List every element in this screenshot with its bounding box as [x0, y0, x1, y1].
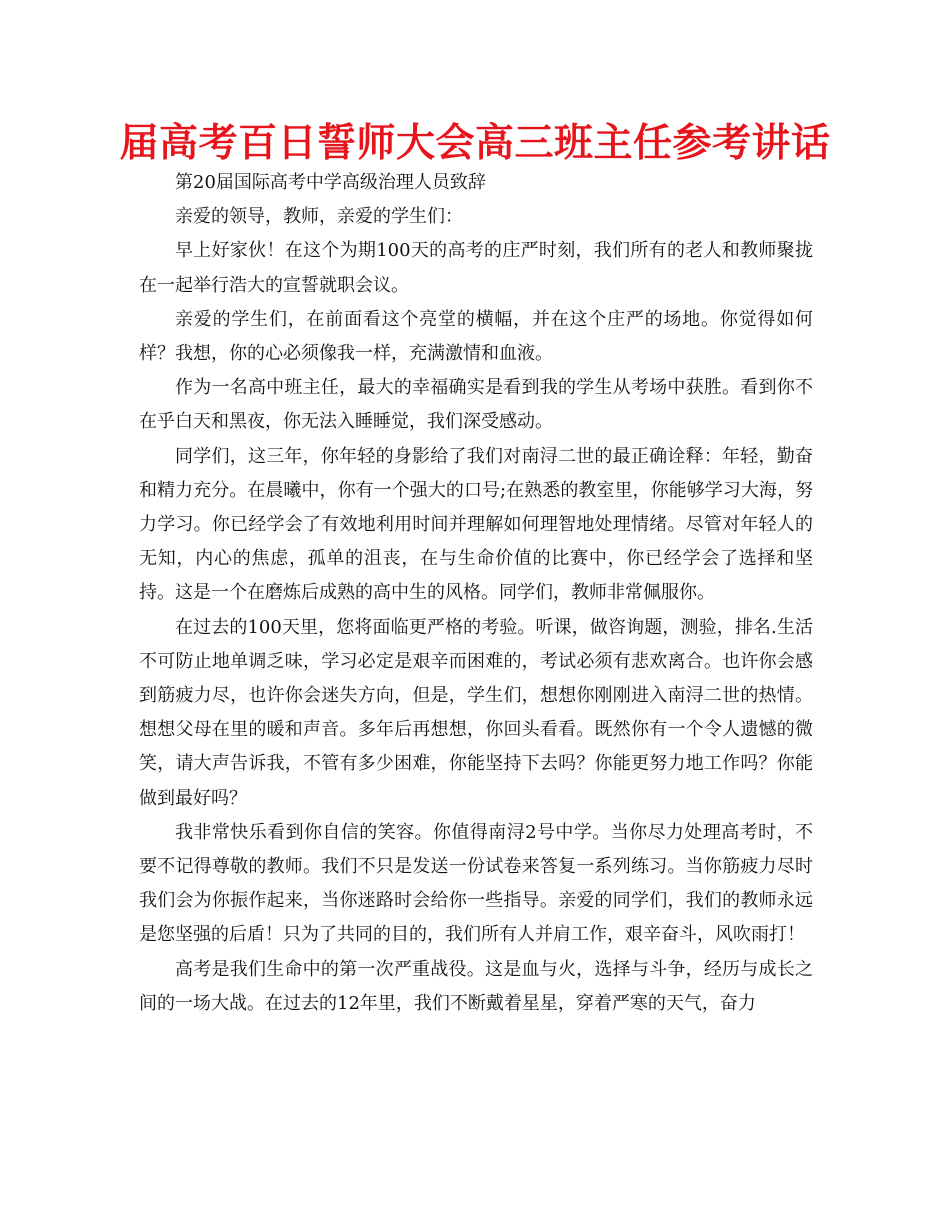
- paragraph: 亲爱的领导，教师，亲爱的学生们：: [175, 206, 463, 228]
- paragraph: 作为一名高中班主任，最大的幸福确实是看到我的学生从考场中获胜。看到你不在乎白天和黑夜，你无法入睡睡觉，我们深受感动。: [139, 377, 813, 433]
- paragraph: 高考是我们生命中的第一次严重战役。这是血与火，选择与斗争，经历与成长之间的一场大战。在过去的12年里，我们不断戴着星星，穿着严寒的天气，奋力: [139, 958, 813, 1014]
- document-title: 届高考百日誓师大会高三班主任参考讲话: [119, 121, 831, 166]
- paragraph: 同学们，这三年，你年轻的身影给了我们对南浔二世的最正确诠释：年轻，勤奋和精力充分。在晨曦中，你有一个强大的口号;在熟悉的教室里，你能够学习大海，努力学习。你已经学会了有效地利用时间并理解如何理智地处理情绪。尽管对年轻人的无知，内心的焦虑，孤单的沮丧，在与生命价值的比赛中，你已经学会了选择和坚持。这是一个在磨炼后成熟的高中生的风格。同学们，教师非常佩服你。: [139, 445, 813, 604]
- paragraph: 第20届国际高考中学高级治理人员致辞: [175, 172, 486, 193]
- paragraph: 在过去的100天里，您将面临更严格的考验。听课，做咨询题，测验，排名.生活不可防止地单调乏味，学习必定是艰辛而困难的，考试必须有悲欢离合。也许你会感到筋疲力尽，也许你会迷失方向，但是，学生们，想想你刚刚进入南浔二世的热情。想想父母在里的暖和声音。多年后再想想，你回头看看。既然你有一个令人遗憾的微笑，请大声告诉我，不管有多少困难，你能坚持下去吗？你能更努力地工作吗？你能做到最好吗？: [139, 616, 813, 809]
- paragraph: 亲爱的学生们，在前面看这个亮堂的横幅，并在这个庄严的场地。你觉得如何样？我想，你的心必须像我一样，充满激情和血液。: [139, 308, 813, 365]
- document-body: [139, 166, 813, 1021]
- paragraph: 我非常快乐看到你自信的笑容。你值得南浔2号中学。当你尽力处理高考时，不要不记得尊敬的教师。我们不只是发送一份试卷来答复一系列练习。当你筋疲力尽时我们会为你振作起来，当你迷路时会给你一些指导。亲爱的同学们，我们的教师永远是您坚强的后盾！只为了共同的目的，我们所有人并肩工作，艰辛奋斗，风吹雨打！: [139, 821, 813, 946]
- paragraph: 早上好家伙！在这个为期100天的高考的庄严时刻，我们所有的老人和教师聚拢在一起举行浩大的宣誓就职会议。: [139, 240, 813, 296]
